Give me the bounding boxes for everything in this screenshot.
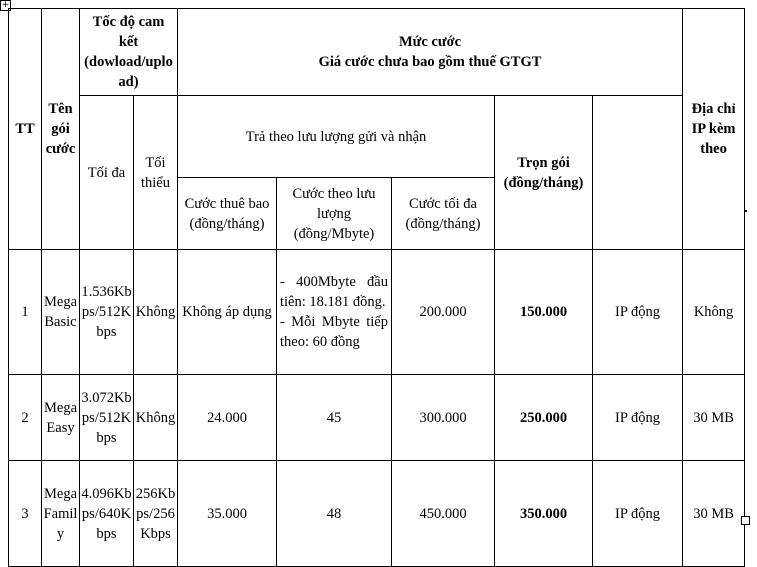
- row-package-name: Mega Basic: [42, 250, 80, 375]
- row-min-speed: Không: [134, 375, 178, 461]
- header-speed-min: Tối thiểu: [134, 96, 178, 250]
- row-ip: IP động: [593, 250, 683, 375]
- header-speed: [80, 9, 178, 96]
- row-traffic-fee: 45: [277, 375, 392, 461]
- row-package-name: Mega Family: [42, 461, 80, 567]
- row-traffic-fee-line1: - 400Mbyte đầu tiên: 18.181 đồng.: [280, 274, 388, 310]
- row-ip: IP động: [593, 461, 683, 567]
- header-subscription-fee: Cước thuê bao (đồng/tháng): [178, 178, 277, 250]
- row-traffic-fee: 48: [277, 461, 392, 567]
- tariff-table: [8, 8, 745, 567]
- header-package-name: Tên gói cước: [42, 9, 80, 250]
- row-tt: 1: [9, 250, 42, 375]
- row-package-name: Mega Easy: [42, 375, 80, 461]
- header-speed-text: Tốc độ cam kết (dowload/upload): [84, 14, 173, 90]
- row-traffic-fee: [277, 250, 392, 375]
- header-price-group-line2: Giá cước chưa bao gồm thuế GTGT: [318, 54, 542, 70]
- header-max-fee: Cước tối đa (đồng/tháng): [392, 178, 495, 250]
- table-row: [9, 375, 745, 461]
- row-max-fee: 200.000: [392, 250, 495, 375]
- header-price-group-line1: Mức cước: [399, 34, 462, 50]
- row-ip: IP động: [593, 375, 683, 461]
- row-min-speed: Không: [134, 250, 178, 375]
- header-speed-max: Tối đa: [80, 96, 134, 250]
- row-max-speed: 1.536Kbps/512Kbps: [80, 250, 134, 375]
- row-min-speed: 256Kbps/256Kbps: [134, 461, 178, 567]
- header-flat-fee: Trọn gói (đồng/tháng): [495, 96, 593, 250]
- row-traffic-fee-line2: - Mỗi Mbyte tiếp theo: 60 đồng: [280, 314, 388, 350]
- row-max-fee: 300.000: [392, 375, 495, 461]
- end-of-row-marker: [745, 210, 747, 212]
- row-email: 30 MB: [683, 375, 745, 461]
- row-flat-fee: 350.000: [495, 461, 593, 567]
- row-subscription-fee: 35.000: [178, 461, 277, 567]
- header-price-group: [178, 9, 683, 96]
- table-row: [9, 250, 745, 375]
- header-traffic-fee: Cước theo lưu lượng (đồng/Mbyte): [277, 178, 392, 250]
- table-move-handle[interactable]: +: [1, 0, 10, 10]
- row-max-speed: 4.096Kbps/640Kbps: [80, 461, 134, 567]
- row-email: Không: [683, 250, 745, 375]
- row-tt: 3: [9, 461, 42, 567]
- header-ip: Địa chỉ IP kèm theo: [683, 9, 745, 250]
- row-tt: 2: [9, 375, 42, 461]
- row-flat-fee: 250.000: [495, 375, 593, 461]
- row-max-fee: 450.000: [392, 461, 495, 567]
- row-max-speed: 3.072Kbps/512Kbps: [80, 375, 134, 461]
- row-email: 30 MB: [683, 461, 745, 567]
- table-resize-handle[interactable]: [741, 516, 750, 525]
- table-row: [9, 461, 745, 567]
- row-flat-fee: 150.000: [495, 250, 593, 375]
- header-tt: TT: [9, 9, 42, 250]
- row-subscription-fee: 24.000: [178, 375, 277, 461]
- header-traffic-group: Trả theo lưu lượng gửi và nhận: [178, 96, 495, 178]
- row-subscription-fee: Không áp dụng: [178, 250, 277, 375]
